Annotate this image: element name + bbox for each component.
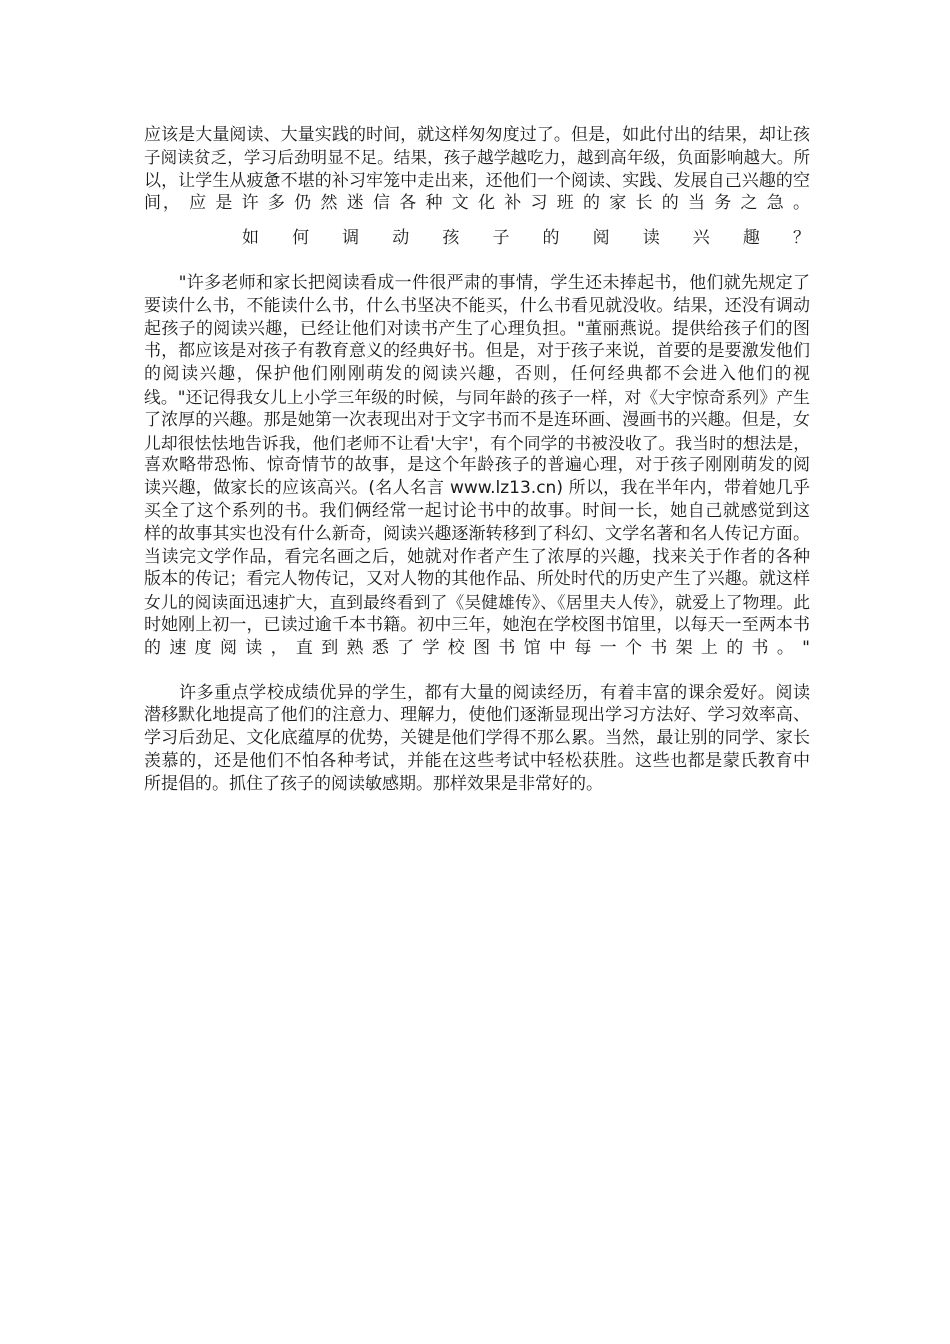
text-line: 读兴趣，做家长的应该高兴。(名人名言 www.lz13.cn) 所以，我在半年内，带着她几乎 (144, 478, 810, 499)
text-line: 应该是大量阅读、大量实践的时间，就这样匆匆度过了。但是，如此付出的结果，却让孩 (144, 125, 810, 145)
document-page (144, 124, 810, 796)
text-line: 时她刚上初一，已读过逾千本书籍。初中三年，她泡在学校图书馆里，以每天一至两本书 (144, 614, 810, 635)
text-line: 当读完文学作品，看完名画之后，她就对作者产生了浓厚的兴趣，找来关于作者的各种 (144, 546, 810, 567)
text-line: 学习后劲足、文化底蕴厚的优势，关键是他们学得不那么累。当然，最让别的同学、家长 (144, 728, 810, 749)
text-line: 潜移默化地提高了他们的注意力、理解力，使他们逐渐显现出学习方法好、学习效率高、 (144, 705, 810, 726)
text-line: 买全了这个系列的书。我们俩经常一起讨论书中的故事。时间一长，她自己就感觉到这 (144, 500, 810, 521)
text-line: 样的故事其实也没有什么新奇，阅读兴趣逐渐转移到了科幻、文学名著和名人传记方面。 (144, 523, 810, 544)
text-line: 起孩子的阅读兴趣，已经让他们对读书产生了心理负担。"董丽燕说。提供给孩子们的图 (144, 318, 810, 339)
text-line: 书，都应该是对孩子有教育意义的经典好书。但是，对于孩子来说，首要的是要激发他们 (144, 341, 810, 362)
paragraph-3 (144, 682, 810, 796)
text-line: 喜欢略带恐怖、惊奇情节的故事，是这个年龄孩子的普遍心理，对于孩子刚刚萌发的阅 (144, 455, 810, 476)
section-heading: 如 何 调 动 孩 子 的 阅 读 兴 趣 ？ (242, 228, 810, 249)
text-line: 儿却很怯怯地告诉我，他们老师不让看'大宇'，有个同学的书被没收了。我当时的想法是， (144, 432, 810, 453)
text-line: 了浓厚的兴趣。那是她第一次表现出对于文字书而不是连环画、漫画书的兴趣。但是，女 (144, 409, 810, 430)
paragraph-1 (144, 124, 810, 215)
text-line: 以，让学生从疲惫不堪的补习牢笼中走出来，还他们一个阅读、实践、发展自己兴趣的空 (144, 170, 810, 191)
text-line: 羡慕的，还是他们不怕各种考试，并能在这些考试中轻松获胜。这些也都是蒙氏教育中 (144, 750, 810, 771)
text-line: 女儿的阅读面迅速扩大，直到最终看到了《吴健雄传》、《居里夫人传》，就爱上了物理。此 (144, 592, 810, 613)
text-line: 版本的传记；看完人物传记，又对人物的其他作品、所处时代的历史产生了兴趣。就这样 (144, 569, 810, 590)
text-line: 要读什么书，不能读什么书，什么书坚决不能买，什么书看见就没收。结果，还没有调动 (144, 295, 810, 316)
text-line: 线。"还记得我女儿上小学三年级的时候，与同年龄的孩子一样，对《大宇惊奇系列》产生 (144, 386, 810, 407)
text-line: 的阅读兴趣，保护他们刚刚萌发的阅读兴趣，否则，任何经典都不会进入他们的视 (144, 364, 810, 385)
text-line: 所提倡的。抓住了孩子的阅读敏感期。那样效果是非常好的。 (144, 773, 603, 794)
paragraph-2 (144, 272, 810, 660)
text-line: 间， 应 是 许 多 仍 然 迷 信 各 种 文 化 补 习 班 的 家 长 的 当 务 之 急 。 (144, 193, 810, 214)
text-line: 许多重点学校成绩优异的学生，都有大量的阅读经历，有着丰富的课余爱好。阅读 (144, 682, 810, 703)
text-line: "许多老师和家长把阅读看成一件很严肃的事情，学生还未捧起书，他们就先规定了 (144, 272, 810, 293)
text-line: 的 速 度 阅 读 ， 直 到 熟 悉 了 学 校 图 书 馆 中 每 一 个 书 架 上 的 书 。 " (144, 637, 810, 658)
text-line: 子阅读贫乏，学习后劲明显不足。结果，孩子越学越吃力，越到高年级，负面影响越大。所 (144, 147, 810, 167)
